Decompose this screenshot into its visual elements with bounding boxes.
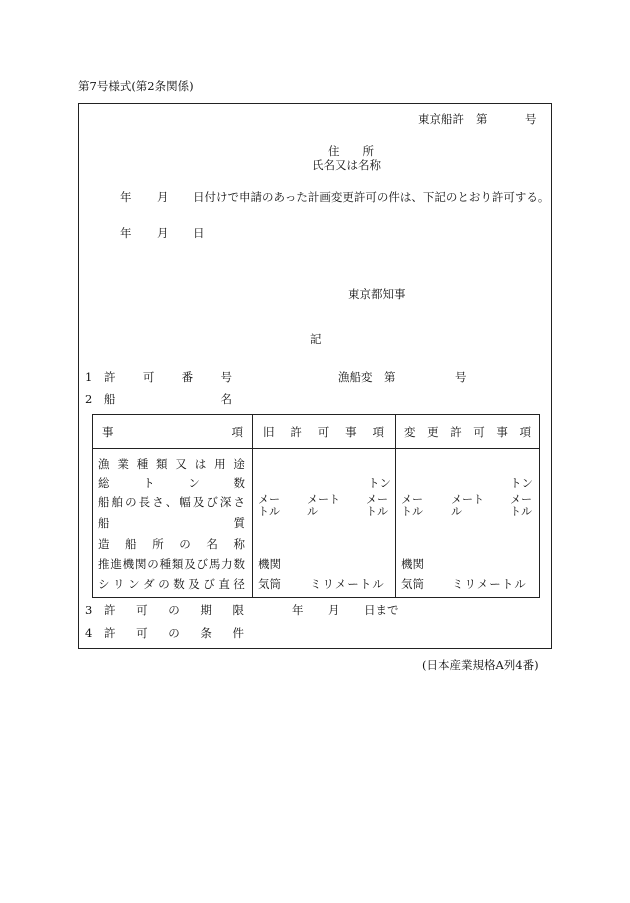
item4-label: 許 可 の 条 件 xyxy=(104,626,244,640)
new-meter-2: メート ル xyxy=(451,493,484,519)
form-id: 第7号様式(第2条関係) xyxy=(78,79,194,93)
item1-prefix: 漁船変 xyxy=(338,370,373,384)
col2-header: 旧 許 可 事 項 xyxy=(263,425,384,439)
issuer: 東京都知事 xyxy=(348,287,406,301)
table-divider-1 xyxy=(252,414,253,598)
row-gross-tonnage: 総 ト ン 数 xyxy=(98,476,245,490)
ki-heading: 記 xyxy=(310,332,322,346)
statement: 日付けで申請のあった計画変更許可の件は、下記のとおり許可する。 xyxy=(193,190,550,204)
item1-label: 許 可 番 号 xyxy=(104,370,232,384)
name-label: 氏名又は名称 xyxy=(312,158,381,172)
table-header-divider xyxy=(92,448,540,449)
old-mm-label: ミリメートル xyxy=(310,577,385,591)
row-dimensions: 船 舶 の 長 さ 、 幅 及 び 深 さ xyxy=(98,495,245,509)
address-label: 住 所 xyxy=(328,144,374,158)
date2-year: 年 xyxy=(120,226,132,240)
col3-header: 変 更 許 可 事 項 xyxy=(404,425,531,439)
col1-header: 事 項 xyxy=(102,425,243,439)
old-cylinder-label: 気筒 xyxy=(258,577,281,591)
footer-spec: (日本産業規格A列4番) xyxy=(422,658,539,672)
new-cylinder-label: 気筒 xyxy=(401,577,424,591)
ref-prefix: 東京船許 xyxy=(418,112,464,126)
row-engine: 推 進 機 関 の 種 類 及 び 馬 力 数 xyxy=(98,557,245,571)
table-divider-2 xyxy=(395,414,396,598)
old-meter-3: メー トル xyxy=(366,493,388,519)
date2-month: 月 xyxy=(157,226,169,240)
item3-num: 3 xyxy=(85,603,93,617)
date1-year: 年 xyxy=(120,190,132,204)
old-ton-unit: トン xyxy=(368,476,391,490)
new-engine-label: 機関 xyxy=(401,557,424,571)
old-engine-label: 機関 xyxy=(258,557,281,571)
row-cylinders: シ リ ン ダ の 数 及 び 直 径 xyxy=(98,577,245,591)
ref-gou: 号 xyxy=(525,112,537,126)
item3-year: 年 xyxy=(292,603,304,617)
row-fishery-type: 漁 業 種 類 又 は 用 途 xyxy=(98,457,245,471)
new-mm-label: ミリメートル xyxy=(452,577,527,591)
new-ton-unit: トン xyxy=(510,476,533,490)
old-meter-2: メート ル xyxy=(307,493,340,519)
item1-num: 1 xyxy=(85,370,93,384)
item2-label: 船 名 xyxy=(104,392,232,406)
new-meter-1: メー トル xyxy=(401,493,423,519)
date1-month: 月 xyxy=(157,190,169,204)
item3-label: 許 可 の 期 限 xyxy=(104,603,244,617)
item3-month: 月 xyxy=(328,603,340,617)
item4-num: 4 xyxy=(85,626,93,640)
item1-gou: 号 xyxy=(455,370,467,384)
new-meter-3: メー トル xyxy=(510,493,532,519)
ref-dai: 第 xyxy=(476,112,488,126)
row-shipyard: 造 船 所 の 名 称 xyxy=(98,537,245,551)
date2-day: 日 xyxy=(193,226,205,240)
item1-dai: 第 xyxy=(384,370,396,384)
row-hull-material: 船 質 xyxy=(98,516,245,530)
item3-day: 日まで xyxy=(364,603,399,617)
item2-num: 2 xyxy=(85,392,93,406)
old-meter-1: メー トル xyxy=(258,493,280,519)
